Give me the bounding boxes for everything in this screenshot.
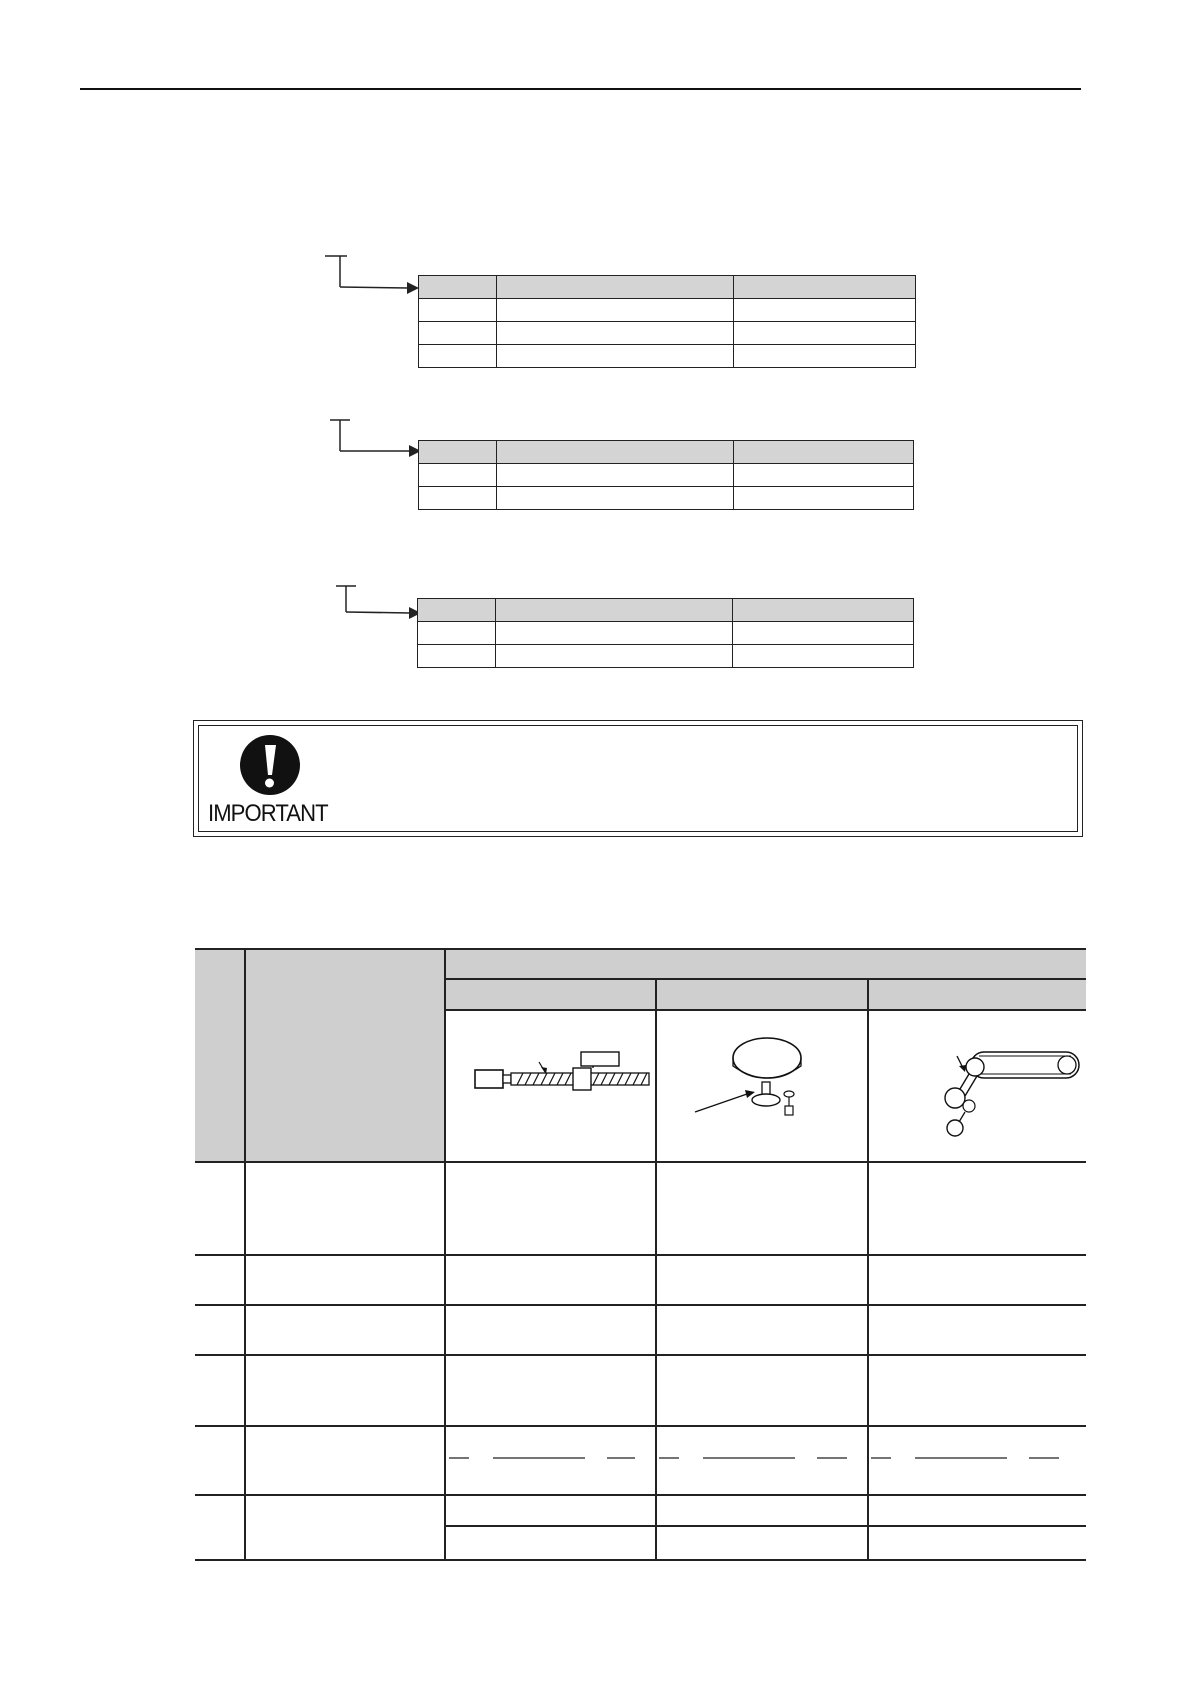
table-cell: [733, 622, 914, 645]
rotary-table-icon: [665, 1030, 865, 1130]
table-3-connector-arrow: [336, 584, 422, 622]
table-cell: [419, 322, 497, 345]
parameter-table-1: [418, 275, 916, 368]
header-rule: [80, 88, 1081, 90]
header-col-number: [195, 948, 245, 1161]
table-cell: [497, 299, 734, 322]
table-cell: [419, 276, 497, 299]
table-cell: [734, 299, 916, 322]
table-cell: [734, 276, 916, 299]
table-cell: [734, 441, 914, 464]
table-cell: [419, 345, 497, 368]
parameter-table-3: [417, 598, 914, 668]
table-cell: [497, 464, 734, 487]
important-notice-inner-border: [198, 725, 1078, 832]
table-cell: [419, 487, 497, 510]
table-cell: [418, 622, 496, 645]
table-cell: [497, 276, 734, 299]
header-mechanism-2: [656, 979, 867, 1009]
ball-screw-icon: [453, 1048, 653, 1108]
header-mechanism-group: [445, 948, 1086, 978]
table-cell: [733, 645, 914, 668]
header-mechanism-3: [868, 979, 1086, 1009]
fraction-lines-row: [445, 1448, 1086, 1468]
table-cell: [419, 299, 497, 322]
table-cell: [418, 599, 496, 622]
important-notice-box: [193, 720, 1083, 837]
parameter-table-2: [418, 440, 914, 510]
important-label: IMPORTANT: [208, 800, 328, 827]
table-cell: [497, 441, 734, 464]
mechanical-configuration-table: [195, 948, 1086, 1561]
table-cell: [734, 345, 916, 368]
table-cell: [497, 322, 734, 345]
table-cell: [496, 645, 733, 668]
table-cell: [734, 322, 916, 345]
table-cell: [419, 464, 497, 487]
table-cell: [418, 645, 496, 668]
header-col-item: [246, 948, 444, 1161]
belt-pulley-icon: [895, 1036, 1085, 1146]
table-1-connector-arrow: [325, 254, 420, 294]
table-cell: [497, 487, 734, 510]
table-cell: [734, 487, 914, 510]
table-cell: [496, 599, 733, 622]
table-2-connector-arrow: [330, 418, 422, 460]
table-cell: [733, 599, 914, 622]
header-mechanism-1: [445, 979, 655, 1009]
exclamation-icon: [238, 733, 302, 797]
table-cell: [734, 464, 914, 487]
table-cell: [419, 441, 497, 464]
table-cell: [496, 622, 733, 645]
table-cell: [497, 345, 734, 368]
